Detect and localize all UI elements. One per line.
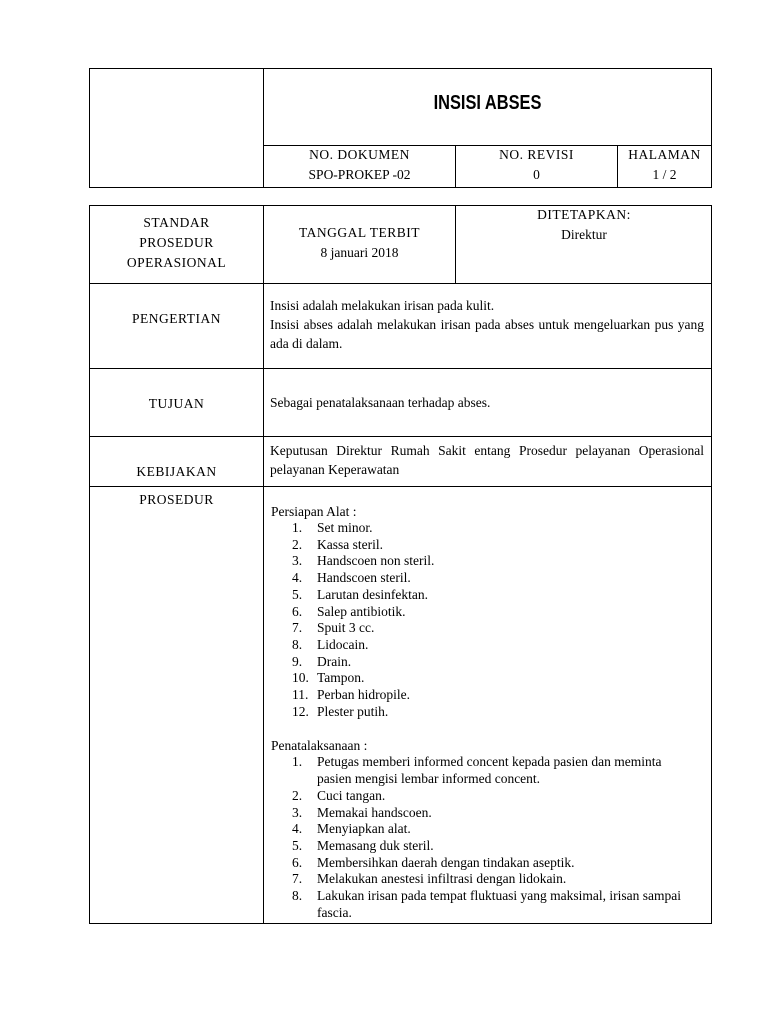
prosedur-label: PROSEDUR bbox=[139, 492, 214, 507]
alat-item bbox=[271, 553, 705, 570]
doc-number-value: SPO-PROKEP -02 bbox=[308, 167, 411, 182]
approval-label: DITETAPKAN: bbox=[537, 207, 631, 222]
alat-item bbox=[271, 537, 705, 554]
alat-item bbox=[271, 587, 705, 604]
list-number: 4. bbox=[292, 570, 303, 586]
list-text: Set minor. bbox=[317, 520, 373, 535]
doc-number-label: NO. DOKUMEN bbox=[309, 147, 410, 162]
list-text: Larutan desinfektan. bbox=[317, 586, 428, 602]
list-text: Membersihkan daerah dengan tindakan aseptik. bbox=[317, 854, 575, 870]
list-number: 8. bbox=[292, 636, 303, 652]
list-number: 9. bbox=[292, 653, 303, 669]
kebijakan-text: Keputusan Direktur Rumah Sakit entang Prosedur pelayanan Operasional pelayanan Keperawatan bbox=[270, 443, 704, 477]
penatalaksanaan-item bbox=[271, 788, 687, 805]
list-number: 2. bbox=[292, 536, 303, 552]
list-text: Lakukan irisan pada tempat fluktuasi yang maksimal, irisan sampai fascia. bbox=[317, 888, 682, 920]
pengertian-label: PENGERTIAN bbox=[132, 311, 221, 326]
list-text: Memakai handscoen. bbox=[317, 804, 432, 820]
penatalaksanaan-item bbox=[271, 888, 687, 921]
approval-cell bbox=[456, 205, 712, 245]
list-number: 12. bbox=[292, 703, 309, 719]
revision-cell bbox=[456, 145, 617, 185]
penatalaksanaan-item bbox=[271, 754, 687, 787]
sop-label: STANDAR PROSEDUR OPERASIONAL bbox=[126, 215, 227, 270]
penatalaksanaan-item bbox=[271, 805, 687, 822]
list-number: 3. bbox=[292, 553, 303, 569]
list-text: Petugas memberi informed concent kepada pasien dan meminta pasien mengisi lembar informed concent. bbox=[317, 754, 662, 787]
row-divider bbox=[89, 368, 712, 369]
list-number: 7. bbox=[292, 871, 303, 887]
page-value: 1 / 2 bbox=[652, 167, 677, 182]
list-number: 1. bbox=[292, 520, 303, 535]
penatalaksanaan-item bbox=[271, 871, 687, 888]
list-text: Kassa steril. bbox=[317, 536, 383, 552]
list-number: 6. bbox=[292, 603, 303, 619]
alat-item bbox=[271, 604, 705, 621]
list-text: Melakukan anestesi infiltrasi dengan lidokain. bbox=[317, 871, 567, 887]
page-cell bbox=[618, 145, 711, 185]
list-number: 4. bbox=[292, 821, 303, 837]
penatalaksanaan-item bbox=[271, 855, 687, 872]
list-number: 10. bbox=[292, 670, 309, 686]
penatalaksanaan-heading: Penatalaksanaan : bbox=[271, 738, 368, 754]
pengertian-text: Insisi adalah melakukan irisan pada kulit. Insisi abses adalah melakukan irisan pada abses untuk mengeluarkan pus yang ada di dalam. bbox=[270, 298, 704, 351]
alat-item bbox=[271, 670, 705, 687]
tujuan-text: Sebagai penatalaksanaan terhadap abses. bbox=[270, 395, 491, 410]
alat-item bbox=[271, 620, 705, 637]
alat-item bbox=[271, 654, 705, 671]
penatalaksanaan-item bbox=[271, 821, 687, 838]
column-divider bbox=[263, 205, 264, 924]
list-number: 2. bbox=[292, 787, 303, 803]
list-text: Plester putih. bbox=[317, 703, 389, 719]
penatalaksanaan-item bbox=[271, 838, 687, 855]
doc-number-cell bbox=[264, 145, 455, 185]
alat-item bbox=[271, 520, 705, 537]
list-text: Perban hidropile. bbox=[317, 687, 410, 703]
list-text: Spuit 3 cc. bbox=[317, 620, 375, 636]
list-number: 11. bbox=[292, 687, 309, 703]
list-number: 8. bbox=[292, 888, 303, 904]
revision-label: NO. REVISI bbox=[499, 147, 574, 162]
alat-item bbox=[271, 637, 705, 654]
issue-date-cell bbox=[264, 223, 455, 263]
alat-item bbox=[271, 570, 705, 587]
tujuan-label: TUJUAN bbox=[148, 396, 205, 411]
list-text: Tampon. bbox=[317, 670, 365, 686]
list-text: Handscoen non steril. bbox=[317, 553, 435, 569]
list-text: Cuci tangan. bbox=[317, 787, 386, 803]
row-divider bbox=[89, 436, 712, 437]
list-number: 7. bbox=[292, 620, 303, 636]
approval-value: Direktur bbox=[561, 227, 607, 242]
kebijakan-label: KEBIJAKAN bbox=[136, 464, 217, 479]
prosedur-content bbox=[271, 503, 705, 921]
logo-area bbox=[90, 69, 262, 187]
alat-heading: Persiapan Alat : bbox=[271, 504, 357, 519]
alat-item bbox=[271, 704, 705, 721]
row-divider bbox=[89, 283, 712, 284]
list-number: 1. bbox=[292, 754, 303, 770]
revision-value: 0 bbox=[533, 167, 540, 182]
list-number: 5. bbox=[292, 837, 303, 853]
list-text: Drain. bbox=[317, 653, 352, 669]
document-title: INSISI ABSES bbox=[433, 92, 542, 114]
issue-date-label: TANGGAL TERBIT bbox=[298, 225, 421, 240]
alat-list bbox=[271, 520, 705, 720]
row-divider bbox=[89, 486, 712, 487]
list-number: 6. bbox=[292, 854, 303, 870]
issue-date-value: 8 januari 2018 bbox=[320, 245, 399, 260]
list-text: Salep antibiotik. bbox=[317, 603, 406, 619]
penatalaksanaan-list bbox=[271, 754, 687, 921]
list-text: Menyiapkan alat. bbox=[317, 821, 411, 837]
list-text: Memasang duk steril. bbox=[317, 837, 434, 853]
list-text: Lidocain. bbox=[317, 636, 369, 652]
list-text: Handscoen steril. bbox=[317, 570, 411, 586]
list-number: 5. bbox=[292, 586, 303, 602]
page-label: HALAMAN bbox=[628, 147, 701, 162]
alat-item bbox=[271, 687, 705, 704]
list-number: 3. bbox=[292, 804, 303, 820]
